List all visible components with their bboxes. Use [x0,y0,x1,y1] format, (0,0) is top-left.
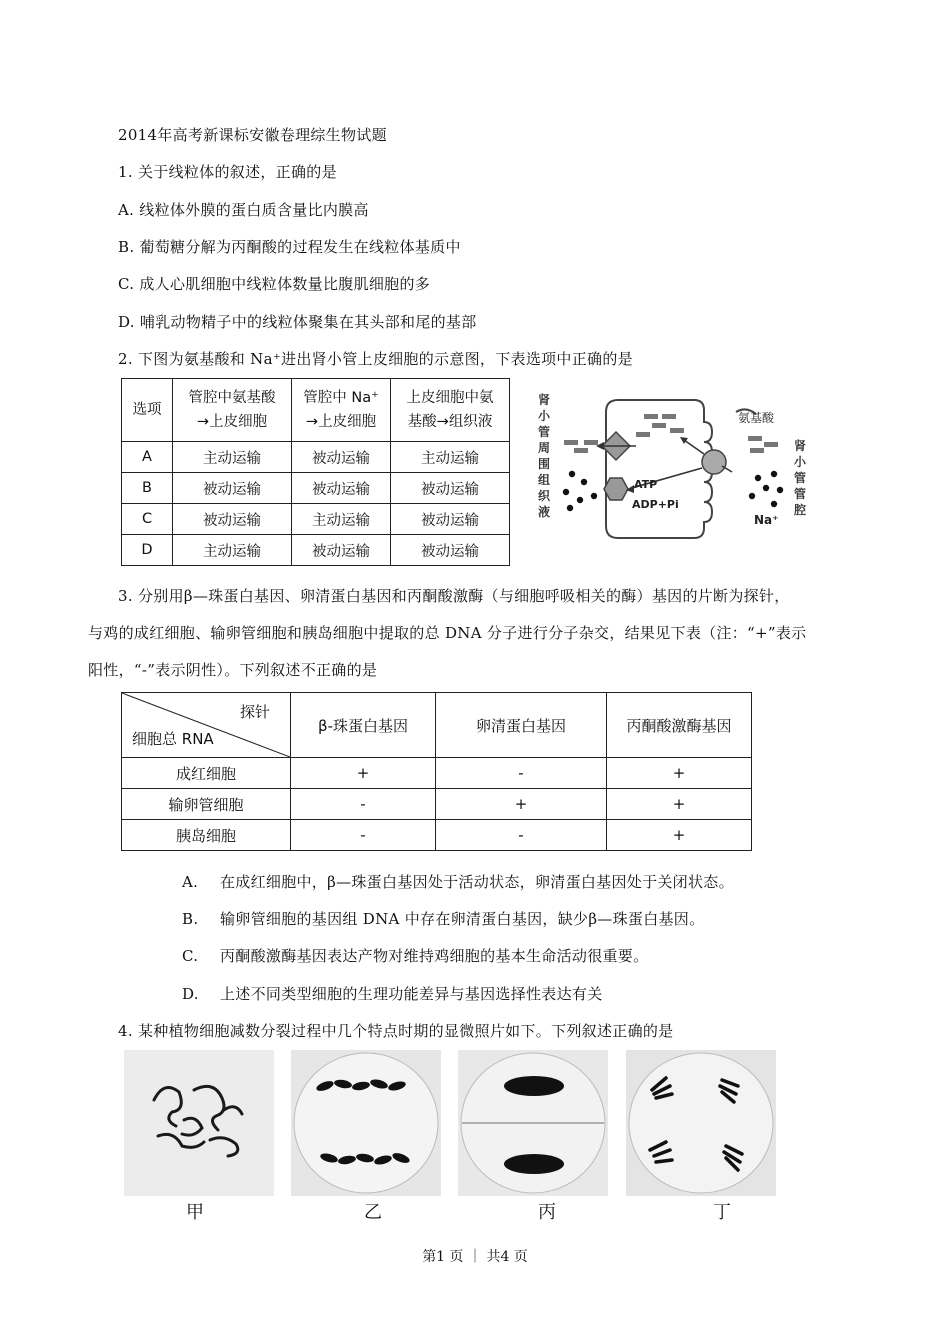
table-header-cell: 选项 [122,379,173,442]
na-label: Na⁺ [754,513,779,527]
photo-label-ding: 丁 [713,1202,731,1223]
table-cell: D [122,535,173,566]
table-row [122,442,510,473]
table-header-cell: 上皮细胞中氨 基酸→组织液 [391,379,510,442]
page-title: 2014年高考新课标安徽卷理综生物试题 [118,126,387,144]
table-cell: 胰岛细胞 [122,820,291,851]
micrograph-ding [626,1050,776,1196]
label-char: 肾 [538,393,551,407]
table-header-cell: 卵清蛋白基因 [436,693,607,758]
micrograph-yi [291,1050,441,1196]
q3-option-d: D. 上述不同类型细胞的生理功能差异与基因选择性表达有关 [182,985,603,1003]
micrograph-jia [124,1050,274,1196]
table-cell: 被动运输 [292,535,391,566]
q2-stem: 2. 下图为氨基酸和 Na⁺进出肾小管上皮细胞的示意图，下表选项中正确的是 [118,350,633,368]
na-ions-lumen [749,471,783,507]
table-corner-cell [122,693,291,758]
q3-stem-line-2: 与鸡的成红细胞、输卵管细胞和胰岛细胞中提取的总 DNA 分子进行分子杂交，结果见下表（注：“+”表示 [88,624,807,642]
adp-label: ADP+Pi [632,498,679,511]
amino-acids-lumen [748,436,778,453]
table-row [122,789,752,820]
kidney-tubule-diagram [536,392,826,562]
table-cell: 被动运输 [292,442,391,473]
corner-top-label: 探针 [239,703,270,721]
micrograph-bing [458,1050,608,1196]
atp-label: ATP [634,478,658,491]
cotransporter [702,450,726,474]
table-cell: - [436,758,607,789]
q3-option-c: C. 丙酮酸激酶基因表达产物对维持鸡细胞的基本生命活动很重要。 [182,947,649,965]
table-header-cell: β-珠蛋白基因 [291,693,436,758]
table-cell: 输卵管细胞 [122,789,291,820]
table-cell: + [607,758,752,789]
table-cell: 被动运输 [391,473,510,504]
q1-option-b: B. 葡萄糖分解为丙酮酸的过程发生在线粒体基质中 [118,238,461,256]
table-cell: 主动运输 [173,535,292,566]
na-ions-fluid [563,471,597,511]
table-cell: + [436,789,607,820]
table-row [122,473,510,504]
table-cell: A [122,442,173,473]
table-cell: + [291,758,436,789]
amino-acids-cell [636,414,684,437]
q4-stem: 4. 某种植物细胞减数分裂过程中几个特点时期的显微照片如下。下列叙述正确的是 [118,1022,674,1040]
photo-label-jia: 甲 [186,1202,204,1223]
table-cell: 被动运输 [173,473,292,504]
table-cell: 被动运输 [292,473,391,504]
table-cell: B [122,473,173,504]
table-header-cell: 丙酮酸激酶基因 [607,693,752,758]
table-cell: 被动运输 [391,535,510,566]
amino-acids-fluid [564,440,598,453]
table-row [122,504,510,535]
q1-option-d: D. 哺乳动物精子中的线粒体聚集在其头部和尾的基部 [118,313,477,331]
table-cell: C [122,504,173,535]
table-cell: 成红细胞 [122,758,291,789]
hexagon-pump [604,478,628,500]
page-footer: 第1 页 ｜ 共4 页 [422,1249,528,1265]
photo-label-bing: 丙 [538,1202,556,1223]
q1-option-c: C. 成人心肌细胞中线粒体数量比腹肌细胞的多 [118,275,431,293]
table-row [122,820,752,851]
q3-option-a: A. 在成红细胞中，β—珠蛋白基因处于活动状态，卵清蛋白基因处于关闭状态。 [182,873,734,891]
table-cell: 主动运输 [391,442,510,473]
table-cell: + [607,789,752,820]
q1-stem: 1. 关于线粒体的叙述，正确的是 [118,163,337,181]
table-cell: - [291,820,436,851]
table-row [122,535,510,566]
table-cell: 被动运输 [391,504,510,535]
table-cell: - [436,820,607,851]
q3-stem-line-3: 阳性，“-”表示阴性）。下列叙述不正确的是 [88,661,378,679]
interstitial-fluid-label: 肾小管周围组织液 [538,393,551,519]
table-cell: 主动运输 [173,442,292,473]
table-header-cell: 管腔中 Na⁺ →上皮细胞 [292,379,391,442]
q3-option-b: B. 输卵管细胞的基因组 DNA 中存在卵清蛋白基因，缺少β—珠蛋白基因。 [182,910,705,928]
table-cell: 被动运输 [173,504,292,535]
tubule-lumen-label: 肾小管管腔 [794,439,807,517]
amino-acid-label: 氨基酸 [738,411,775,425]
table-cell: 主动运输 [292,504,391,535]
q1-option-a: A. 线粒体外膜的蛋白质含量比内膜高 [118,201,369,219]
photo-label-yi: 乙 [364,1202,382,1223]
table-header-cell: 管腔中氨基酸 →上皮细胞 [173,379,292,442]
table-cell: + [607,820,752,851]
q3-hybridization-table [121,692,752,851]
table-row [122,758,752,789]
q3-stem-line-1: 3. 分别用β—珠蛋白基因、卵清蛋白基因和丙酮酸激酶（与细胞呼吸相关的酶）基因的片断为探针， [118,587,790,605]
table-cell: - [291,789,436,820]
q2-options-table [121,378,510,566]
corner-bottom-label: 细胞总 RNA [132,730,214,748]
